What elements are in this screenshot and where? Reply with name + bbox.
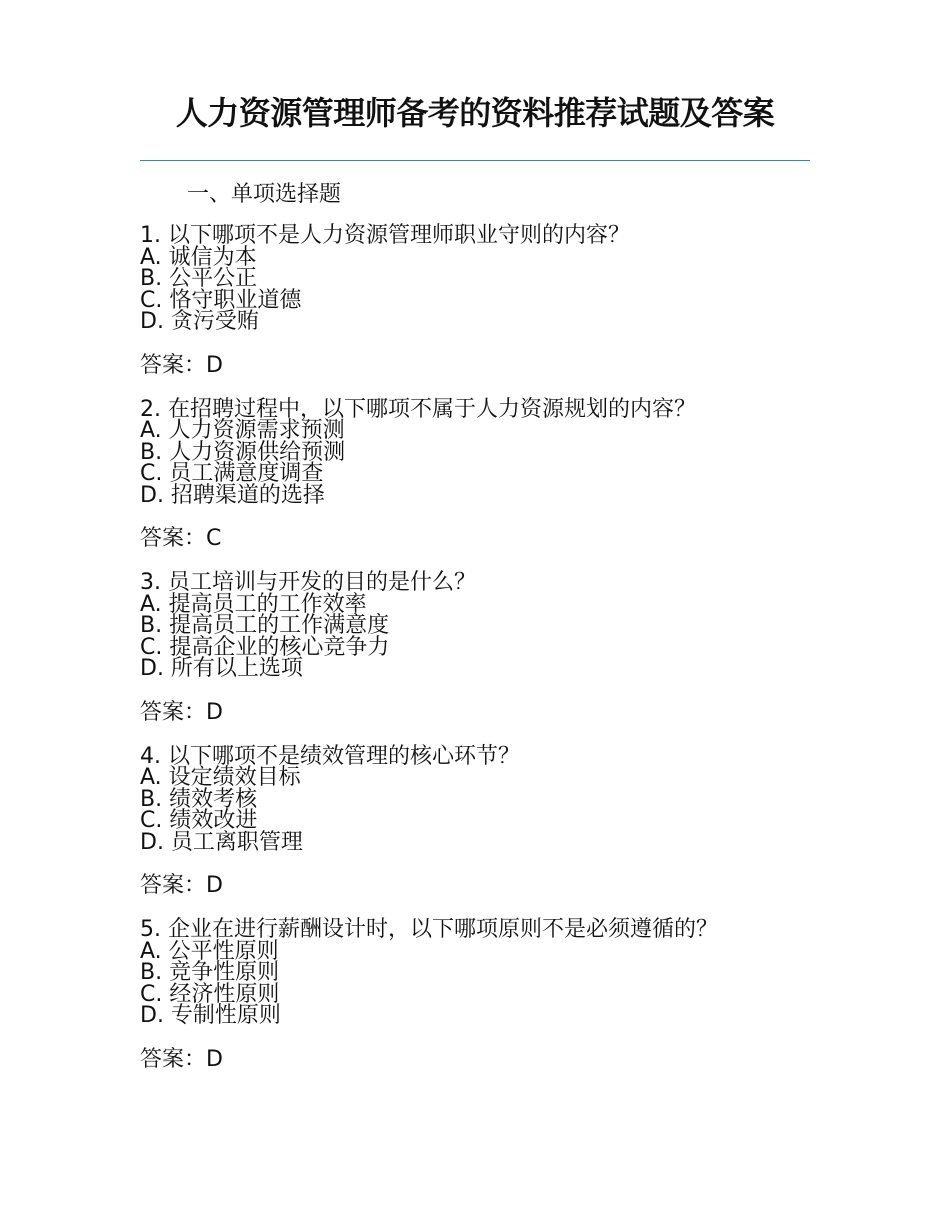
option-a: A. 提高员工的工作效率 (140, 591, 367, 617)
question-2 (140, 396, 810, 553)
option-a: A. 设定绩效目标 (140, 765, 301, 790)
question-stem: 2. 在招聘过程中，以下哪项不属于人力资源规划的内容？ (140, 396, 696, 422)
question-answer: 答案：D (140, 352, 223, 378)
option-d: D. 招聘渠道的选择 (140, 482, 325, 508)
question-4 (140, 743, 810, 900)
option-b: B. 人力资源供给预测 (140, 439, 346, 465)
option-b: B. 绩效考核 (140, 786, 258, 812)
option-c: C. 提高企业的核心竞争力 (140, 634, 390, 660)
section-heading: 一、单项选择题 (187, 182, 342, 207)
question-answer: 答案：D (140, 873, 223, 898)
question-1 (140, 225, 810, 379)
question-5 (140, 919, 810, 1073)
option-d: D. 专制性原则 (140, 1003, 281, 1028)
option-b: B. 公平公正 (140, 266, 258, 291)
question-3 (140, 572, 810, 726)
question-answer: 答案：D (140, 699, 223, 725)
option-c: C. 员工满意度调查 (140, 461, 324, 486)
question-list (140, 225, 810, 1093)
option-b: B. 提高员工的工作满意度 (140, 613, 390, 638)
title-underline (140, 160, 810, 161)
option-c: C. 恪守职业道德 (140, 287, 302, 313)
question-stem: 5. 企业在进行薪酬设计时，以下哪项原则不是必须遵循的？ (140, 917, 718, 942)
question-stem: 4. 以下哪项不是绩效管理的核心环节？ (140, 743, 520, 769)
option-a: A. 人力资源需求预测 (140, 418, 345, 443)
option-d: D. 员工离职管理 (140, 829, 303, 855)
question-answer: 答案：C (140, 526, 222, 551)
option-c: C. 绩效改进 (140, 808, 258, 833)
question-stem: 1. 以下哪项不是人力资源管理师职业守则的内容？ (140, 223, 630, 248)
question-answer: 答案：D (140, 1046, 223, 1072)
option-c: C. 经济性原则 (140, 981, 280, 1007)
option-a: A. 诚信为本 (140, 244, 257, 270)
option-b: B. 竞争性原则 (140, 960, 280, 985)
question-stem: 3. 员工培训与开发的目的是什么？ (140, 570, 476, 595)
option-a: A. 公平性原则 (140, 938, 279, 964)
option-d: D. 所有以上选项 (140, 656, 303, 681)
document-title: 人力资源管理师备考的资料推荐试题及答案 (175, 94, 775, 132)
option-d: D. 贪污受贿 (140, 309, 259, 334)
